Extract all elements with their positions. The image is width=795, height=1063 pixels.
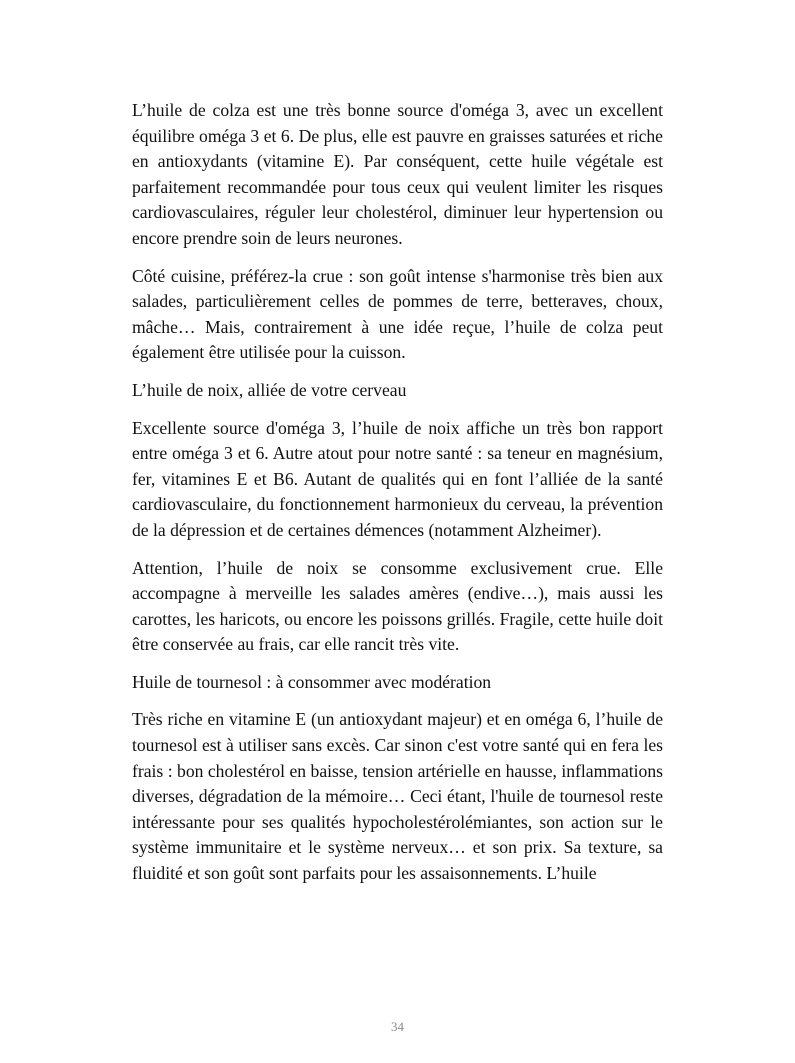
heading-huile-de-tournesol: Huile de tournesol : à consommer avec modération <box>132 671 492 692</box>
document-page <box>132 98 663 899</box>
paragraph-noix-usage: Attention, l’huile de noix se consomme exclusivement crue. Elle accompagne à merveille les salades amères (endive…), mais aussi les carottes, les haricots, ou encore les poissons grillés. Fragile, cette huile doit être conservée au frais, car elle rancit très vite. <box>132 557 663 655</box>
paragraph-colza-benefits: L’huile de colza est une très bonne source d'oméga 3, avec un excellent équilibre oméga 3 et 6. De plus, elle est pauvre en graisses saturées et riche en antioxydants (vitamine E). Par conséquent, cette huile végétale est parfaitement recommandée pour tous ceux qui veulent limiter les risques cardiovasculaires, réguler leur cholestérol, diminuer leur hypertension ou encore prendre soin de leurs neurones. <box>132 100 663 248</box>
paragraph-noix-benefits: Excellente source d'oméga 3, l’huile de noix affiche un très bon rapport entre oméga 3 et 6. Autre atout pour notre santé : sa teneur en magnésium, fer, vitamines E et B6. Autant de qualités qui en font l’alliée de la santé cardiovasculaire, du fonctionnement harmonieux du cerveau, la prévention de la dépression et de certaines démences (notamment Alzheimer). <box>132 417 663 540</box>
paragraph-tournesol: Très riche en vitamine E (un antioxydant majeur) et en oméga 6, l’huile de tournesol est à utiliser sans excès. Car sinon c'est votre santé qui en fera les frais : bon cholestérol en baisse, tension artérielle en hausse, inflammations diverses, dégradation de la mémoire… Ceci étant, l'huile de tournesol reste intéressante pour ses qualités hypocholestérolémiantes, son action sur le système immunitaire et le système nerveux… et son prix. Sa texture, sa fluidité et son goût sont parfaits pour les assaisonnements. L’huile <box>132 709 663 884</box>
heading-huile-de-noix: L’huile de noix, alliée de votre cerveau <box>132 379 407 400</box>
paragraph-colza-cuisine: Côté cuisine, préférez-la crue : son goût intense s'harmonise très bien aux salades, particulièrement celles de pommes de terre, betteraves, choux, mâche… Mais, contrairement à une idée reçue, l’huile de colza peut également être utilisée pour la cuisson. <box>132 265 663 363</box>
page-number: 34 <box>391 1019 404 1034</box>
